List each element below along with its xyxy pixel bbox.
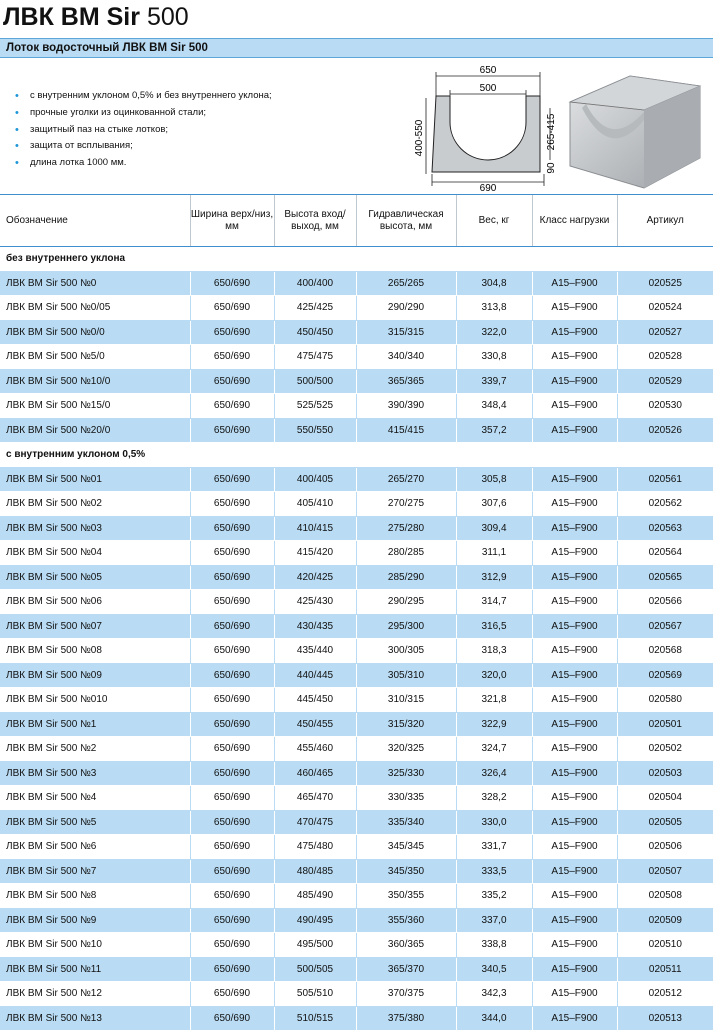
cell-hydraulic-height: 290/290: [356, 296, 456, 321]
cell-height: 550/550: [274, 418, 356, 443]
cell-designation: ЛВК BM Sir 500 №09: [0, 663, 190, 688]
cell-weight: 305,8: [456, 467, 532, 492]
cell-hydraulic-height: 365/370: [356, 957, 456, 982]
cell-article: 020567: [617, 614, 713, 639]
feature-item: • с внутренним уклоном 0,5% и без внутреннего уклона;: [14, 88, 272, 105]
cell-width: 650/690: [190, 712, 274, 737]
dim-left-height: 400-550: [414, 119, 425, 157]
cell-width: 650/690: [190, 957, 274, 982]
cell-hydraulic-height: 295/300: [356, 614, 456, 639]
cell-height: 425/425: [274, 296, 356, 321]
cell-load-class: A15–F900: [532, 908, 617, 933]
table-row: [0, 859, 713, 884]
bullet-icon: •: [15, 123, 19, 136]
table-row: [0, 957, 713, 982]
cell-load-class: A15–F900: [532, 663, 617, 688]
cell-designation: ЛВК BM Sir 500 №2: [0, 737, 190, 762]
dim-inner-top: 500: [479, 83, 497, 94]
table-row: [0, 565, 713, 590]
cell-article: 020502: [617, 737, 713, 762]
table-row: [0, 835, 713, 860]
cell-article: 020530: [617, 394, 713, 419]
cell-hydraulic-height: 360/365: [356, 933, 456, 958]
cell-width: 650/690: [190, 859, 274, 884]
cell-designation: ЛВК BM Sir 500 №01: [0, 467, 190, 492]
cell-hydraulic-height: 280/285: [356, 541, 456, 566]
cell-designation: ЛВК BM Sir 500 №5: [0, 810, 190, 835]
cell-load-class: A15–F900: [532, 810, 617, 835]
cell-width: 650/690: [190, 418, 274, 443]
cell-hydraulic-height: 335/340: [356, 810, 456, 835]
cell-hydraulic-height: 290/295: [356, 590, 456, 615]
cell-weight: 311,1: [456, 541, 532, 566]
cell-weight: 348,4: [456, 394, 532, 419]
cell-article: 020513: [617, 1006, 713, 1031]
cell-article: 020510: [617, 933, 713, 958]
cell-load-class: A15–F900: [532, 639, 617, 664]
table-row: [0, 492, 713, 517]
section-title: без внутреннего уклона: [0, 247, 713, 272]
cell-designation: ЛВК BM Sir 500 №12: [0, 982, 190, 1007]
cell-hydraulic-height: 365/365: [356, 369, 456, 394]
section-title: с внутренним уклоном 0,5%: [0, 443, 713, 468]
cell-hydraulic-height: 305/310: [356, 663, 456, 688]
cell-weight: 333,5: [456, 859, 532, 884]
cell-weight: 340,5: [456, 957, 532, 982]
cell-height: 510/515: [274, 1006, 356, 1031]
table-row: [0, 663, 713, 688]
cell-height: 475/475: [274, 345, 356, 370]
cell-hydraulic-height: 325/330: [356, 761, 456, 786]
cell-load-class: A15–F900: [532, 786, 617, 811]
cell-hydraulic-height: 370/375: [356, 982, 456, 1007]
table-row: [0, 614, 713, 639]
cell-hydraulic-height: 310/315: [356, 688, 456, 713]
cell-height: 500/500: [274, 369, 356, 394]
cell-load-class: A15–F900: [532, 835, 617, 860]
cell-height: 435/440: [274, 639, 356, 664]
dim-outer-top: 650: [479, 65, 497, 76]
cell-article: 020529: [617, 369, 713, 394]
cell-load-class: A15–F900: [532, 590, 617, 615]
cell-designation: ЛВК BM Sir 500 №0/05: [0, 296, 190, 321]
cell-height: 505/510: [274, 982, 356, 1007]
table-row: [0, 418, 713, 443]
cell-load-class: A15–F900: [532, 271, 617, 296]
cell-article: 020524: [617, 296, 713, 321]
cell-article: 020568: [617, 639, 713, 664]
cell-article: 020503: [617, 761, 713, 786]
cell-width: 650/690: [190, 908, 274, 933]
cell-height: 400/405: [274, 467, 356, 492]
cell-designation: ЛВК BM Sir 500 №0/0: [0, 320, 190, 345]
cell-weight: 338,8: [456, 933, 532, 958]
cell-weight: 321,8: [456, 688, 532, 713]
cell-height: 425/430: [274, 590, 356, 615]
section-with-slope: [0, 443, 713, 468]
cell-height: 475/480: [274, 835, 356, 860]
cell-width: 650/690: [190, 320, 274, 345]
cell-designation: ЛВК BM Sir 500 №1: [0, 712, 190, 737]
cell-load-class: A15–F900: [532, 859, 617, 884]
cell-width: 650/690: [190, 688, 274, 713]
cell-width: 650/690: [190, 884, 274, 909]
cell-weight: 324,7: [456, 737, 532, 762]
bullet-icon: •: [15, 90, 19, 102]
cell-designation: ЛВК BM Sir 500 №0: [0, 271, 190, 296]
cell-width: 650/690: [190, 810, 274, 835]
cell-article: 020569: [617, 663, 713, 688]
cell-weight: 314,7: [456, 590, 532, 615]
cell-hydraulic-height: 315/315: [356, 320, 456, 345]
table-row: [0, 369, 713, 394]
cell-hydraulic-height: 415/415: [356, 418, 456, 443]
table-row: [0, 296, 713, 321]
cell-article: 020506: [617, 835, 713, 860]
cell-weight: 312,9: [456, 565, 532, 590]
table-row: [0, 761, 713, 786]
cell-load-class: A15–F900: [532, 688, 617, 713]
cell-hydraulic-height: 355/360: [356, 908, 456, 933]
cell-designation: ЛВК BM Sir 500 №15/0: [0, 394, 190, 419]
cell-article: 020565: [617, 565, 713, 590]
section-no-slope: [0, 247, 713, 272]
feature-item: • защита от всплывания;: [14, 138, 272, 155]
header-weight: Вес, кг: [456, 195, 532, 247]
header-article: Артикул: [617, 195, 713, 247]
cell-width: 650/690: [190, 639, 274, 664]
table-row: [0, 810, 713, 835]
table-row: [0, 345, 713, 370]
cell-article: 020561: [617, 467, 713, 492]
cell-width: 650/690: [190, 565, 274, 590]
cell-designation: ЛВК BM Sir 500 №08: [0, 639, 190, 664]
cell-designation: ЛВК BM Sir 500 №3: [0, 761, 190, 786]
cell-designation: ЛВК BM Sir 500 №20/0: [0, 418, 190, 443]
cell-article: 020504: [617, 786, 713, 811]
cell-width: 650/690: [190, 590, 274, 615]
table-row: [0, 786, 713, 811]
cell-width: 650/690: [190, 933, 274, 958]
cell-designation: ЛВК BM Sir 500 №10: [0, 933, 190, 958]
bullet-icon: •: [15, 106, 19, 119]
cell-height: 450/450: [274, 320, 356, 345]
cell-hydraulic-height: 300/305: [356, 639, 456, 664]
cell-load-class: A15–F900: [532, 933, 617, 958]
dim-bottom-width: 690: [479, 183, 497, 192]
product-photo: [560, 62, 710, 192]
cell-weight: 330,8: [456, 345, 532, 370]
cell-article: 020526: [617, 418, 713, 443]
cell-weight: 322,9: [456, 712, 532, 737]
cell-weight: 326,4: [456, 761, 532, 786]
cross-section-drawing: [408, 62, 558, 192]
bullet-icon: •: [15, 157, 19, 170]
header-designation: Обозначение: [0, 195, 190, 247]
cell-height: 440/445: [274, 663, 356, 688]
cell-height: 465/470: [274, 786, 356, 811]
feature-list: [14, 88, 272, 172]
cell-hydraulic-height: 270/275: [356, 492, 456, 517]
cell-width: 650/690: [190, 369, 274, 394]
cell-height: 490/495: [274, 908, 356, 933]
table-row: [0, 982, 713, 1007]
cell-designation: ЛВК BM Sir 500 №10/0: [0, 369, 190, 394]
feature-item: • прочные уголки из оцинкованной стали;: [14, 105, 272, 122]
cell-load-class: A15–F900: [532, 467, 617, 492]
page-title: [3, 1, 189, 33]
cell-height: 500/505: [274, 957, 356, 982]
cell-load-class: A15–F900: [532, 296, 617, 321]
product-subtitle: Лоток водосточный ЛВК BM Sir 500: [0, 38, 713, 58]
cell-article: 020512: [617, 982, 713, 1007]
cell-height: 410/415: [274, 516, 356, 541]
cell-article: 020566: [617, 590, 713, 615]
cell-weight: 335,2: [456, 884, 532, 909]
cell-article: 020501: [617, 712, 713, 737]
cell-load-class: A15–F900: [532, 492, 617, 517]
table-row: [0, 639, 713, 664]
cell-weight: 344,0: [456, 1006, 532, 1031]
cell-weight: 320,0: [456, 663, 532, 688]
cell-width: 650/690: [190, 982, 274, 1007]
cell-designation: ЛВК BM Sir 500 №9: [0, 908, 190, 933]
page-title-bold: ЛВК BM Sir: [3, 3, 140, 31]
cell-width: 650/690: [190, 345, 274, 370]
cell-article: 020505: [617, 810, 713, 835]
table-row: [0, 541, 713, 566]
cell-designation: ЛВК BM Sir 500 №06: [0, 590, 190, 615]
cell-article: 020580: [617, 688, 713, 713]
cell-width: 650/690: [190, 516, 274, 541]
cell-designation: ЛВК BM Sir 500 №05: [0, 565, 190, 590]
cell-width: 650/690: [190, 1006, 274, 1031]
cell-load-class: A15–F900: [532, 541, 617, 566]
specs-table: [0, 194, 713, 1031]
cell-hydraulic-height: 285/290: [356, 565, 456, 590]
cell-width: 650/690: [190, 737, 274, 762]
cell-designation: ЛВК BM Sir 500 №8: [0, 884, 190, 909]
cell-load-class: A15–F900: [532, 320, 617, 345]
cell-width: 650/690: [190, 541, 274, 566]
cell-article: 020511: [617, 957, 713, 982]
cell-article: 020509: [617, 908, 713, 933]
cell-weight: 318,3: [456, 639, 532, 664]
cell-article: 020562: [617, 492, 713, 517]
cell-article: 020563: [617, 516, 713, 541]
cell-designation: ЛВК BM Sir 500 №010: [0, 688, 190, 713]
cell-designation: ЛВК BM Sir 500 №5/0: [0, 345, 190, 370]
cell-width: 650/690: [190, 663, 274, 688]
page-title-size: 500: [146, 3, 189, 31]
cell-hydraulic-height: 265/270: [356, 467, 456, 492]
cell-weight: 331,7: [456, 835, 532, 860]
cell-weight: 339,7: [456, 369, 532, 394]
cell-width: 650/690: [190, 296, 274, 321]
cell-hydraulic-height: 315/320: [356, 712, 456, 737]
cell-weight: 328,2: [456, 786, 532, 811]
cell-width: 650/690: [190, 835, 274, 860]
cell-hydraulic-height: 390/390: [356, 394, 456, 419]
cell-height: 400/400: [274, 271, 356, 296]
dim-right-height: 265-415: [546, 113, 557, 151]
cell-width: 650/690: [190, 761, 274, 786]
cell-article: 020564: [617, 541, 713, 566]
cell-article: 020528: [617, 345, 713, 370]
cell-weight: 304,8: [456, 271, 532, 296]
cell-designation: ЛВК BM Sir 500 №04: [0, 541, 190, 566]
cell-load-class: A15–F900: [532, 737, 617, 762]
header-height: Высота вход/выход, мм: [274, 195, 356, 247]
cell-width: 650/690: [190, 786, 274, 811]
cell-article: 020527: [617, 320, 713, 345]
cell-hydraulic-height: 345/350: [356, 859, 456, 884]
cell-hydraulic-height: 265/265: [356, 271, 456, 296]
cell-load-class: A15–F900: [532, 394, 617, 419]
table-row: [0, 933, 713, 958]
table-row: [0, 271, 713, 296]
cell-designation: ЛВК BM Sir 500 №11: [0, 957, 190, 982]
cell-width: 650/690: [190, 614, 274, 639]
cell-hydraulic-height: 275/280: [356, 516, 456, 541]
cell-width: 650/690: [190, 492, 274, 517]
cell-width: 650/690: [190, 467, 274, 492]
cell-height: 420/425: [274, 565, 356, 590]
cell-height: 470/475: [274, 810, 356, 835]
cell-weight: 313,8: [456, 296, 532, 321]
header-width: Ширина верх/низ, мм: [190, 195, 274, 247]
cell-load-class: A15–F900: [532, 712, 617, 737]
cell-weight: 337,0: [456, 908, 532, 933]
cell-height: 525/525: [274, 394, 356, 419]
cell-weight: 357,2: [456, 418, 532, 443]
table-header-row: [0, 195, 713, 247]
cell-load-class: A15–F900: [532, 418, 617, 443]
cell-designation: ЛВК BM Sir 500 №6: [0, 835, 190, 860]
cell-height: 455/460: [274, 737, 356, 762]
bullet-icon: •: [15, 140, 19, 153]
cell-width: 650/690: [190, 394, 274, 419]
cell-weight: 322,0: [456, 320, 532, 345]
cell-weight: 316,5: [456, 614, 532, 639]
feature-item: • длина лотка 1000 мм.: [14, 155, 272, 172]
cell-load-class: A15–F900: [532, 369, 617, 394]
table-row: [0, 590, 713, 615]
cell-weight: 309,4: [456, 516, 532, 541]
cell-height: 430/435: [274, 614, 356, 639]
dim-bottom-thickness: 90: [546, 162, 557, 174]
cell-load-class: A15–F900: [532, 982, 617, 1007]
table-row: [0, 737, 713, 762]
cell-height: 445/450: [274, 688, 356, 713]
table-row: [0, 394, 713, 419]
table-row: [0, 884, 713, 909]
cell-height: 460/465: [274, 761, 356, 786]
cell-article: 020525: [617, 271, 713, 296]
cell-article: 020508: [617, 884, 713, 909]
cell-hydraulic-height: 375/380: [356, 1006, 456, 1031]
cell-hydraulic-height: 350/355: [356, 884, 456, 909]
table-row: [0, 320, 713, 345]
cell-hydraulic-height: 330/335: [356, 786, 456, 811]
cell-height: 415/420: [274, 541, 356, 566]
cell-height: 480/485: [274, 859, 356, 884]
cell-height: 485/490: [274, 884, 356, 909]
cell-load-class: A15–F900: [532, 565, 617, 590]
cell-height: 450/455: [274, 712, 356, 737]
cell-width: 650/690: [190, 271, 274, 296]
cell-weight: 330,0: [456, 810, 532, 835]
cell-designation: ЛВК BM Sir 500 №07: [0, 614, 190, 639]
cell-height: 405/410: [274, 492, 356, 517]
cell-designation: ЛВК BM Sir 500 №7: [0, 859, 190, 884]
cell-hydraulic-height: 345/345: [356, 835, 456, 860]
cell-weight: 307,6: [456, 492, 532, 517]
table-row: [0, 1006, 713, 1031]
cell-load-class: A15–F900: [532, 884, 617, 909]
table-row: [0, 516, 713, 541]
cell-load-class: A15–F900: [532, 761, 617, 786]
cell-height: 495/500: [274, 933, 356, 958]
cell-load-class: A15–F900: [532, 1006, 617, 1031]
cell-designation: ЛВК BM Sir 500 №4: [0, 786, 190, 811]
header-hydraulic-height: Гидравлическая высота, мм: [356, 195, 456, 247]
cell-article: 020507: [617, 859, 713, 884]
cell-hydraulic-height: 320/325: [356, 737, 456, 762]
cell-designation: ЛВК BM Sir 500 №13: [0, 1006, 190, 1031]
table-row: [0, 467, 713, 492]
cell-load-class: A15–F900: [532, 345, 617, 370]
table-row: [0, 688, 713, 713]
header-load-class: Класс нагрузки: [532, 195, 617, 247]
table-row: [0, 908, 713, 933]
cell-designation: ЛВК BM Sir 500 №03: [0, 516, 190, 541]
cell-load-class: A15–F900: [532, 516, 617, 541]
cell-load-class: A15–F900: [532, 614, 617, 639]
cell-weight: 342,3: [456, 982, 532, 1007]
cell-load-class: A15–F900: [532, 957, 617, 982]
feature-item: • защитный паз на стыке лотков;: [14, 122, 272, 139]
cell-designation: ЛВК BM Sir 500 №02: [0, 492, 190, 517]
table-row: [0, 712, 713, 737]
cell-hydraulic-height: 340/340: [356, 345, 456, 370]
